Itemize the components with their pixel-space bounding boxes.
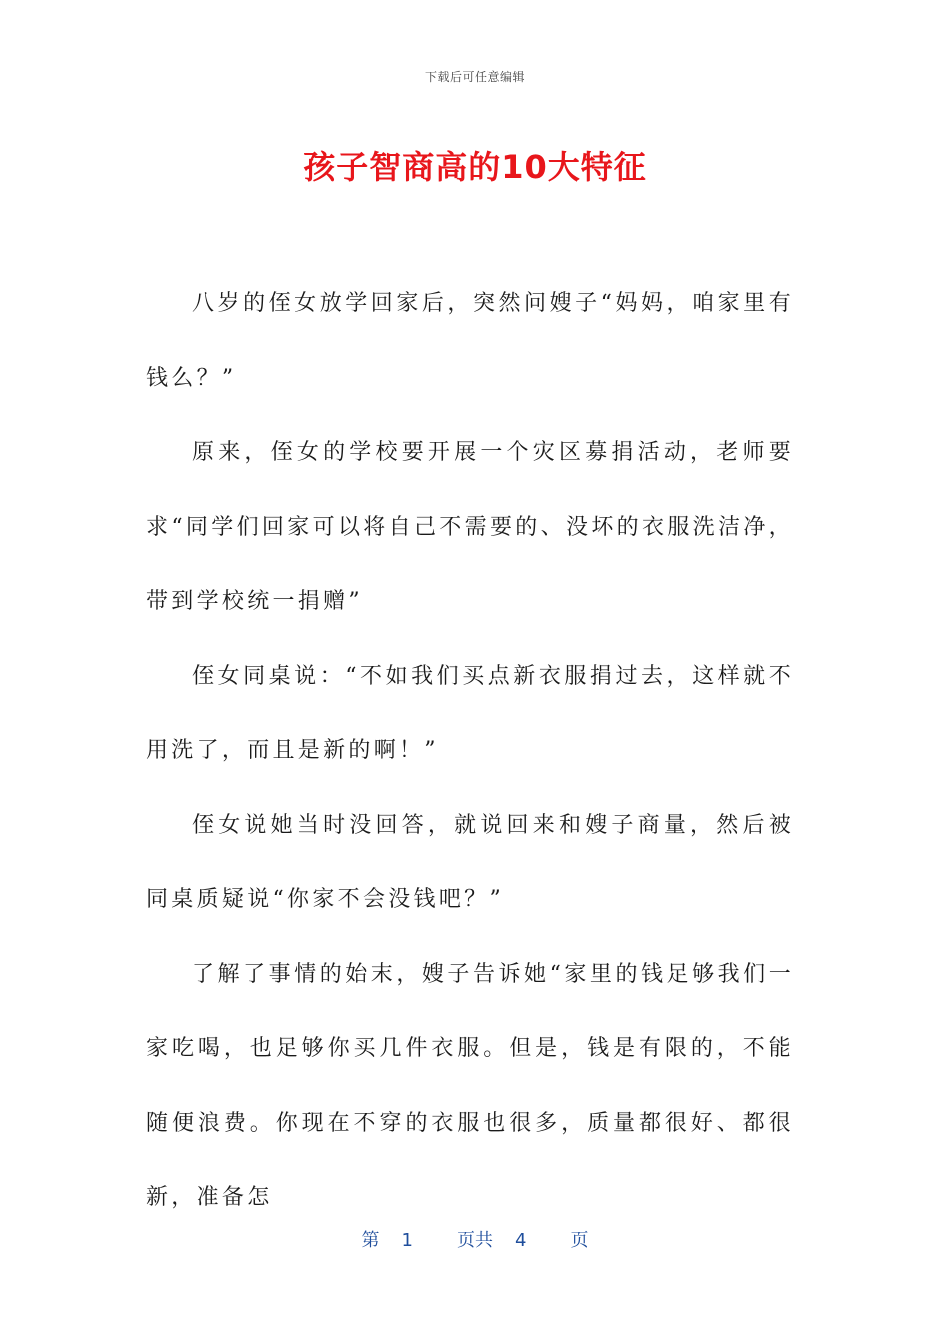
- page-prefix: 第: [361, 1230, 380, 1251]
- page-middle: 页共: [457, 1230, 493, 1251]
- paragraph: 原来，侄女的学校要开展一个灾区募捐活动，老师要求“同学们回家可以将自己不需要的、没坏的衣服洗洁净，带到学校统一捐赠”: [146, 440, 794, 614]
- document-title: 孩子智商高的10大特征: [303, 148, 647, 186]
- current-page-number: 1: [401, 1230, 413, 1251]
- paragraph: 了解了事情的始末，嫂子告诉她“家里的钱足够我们一家吃喝，也足够你买几件衣服。但是，钱是有限的，不能随便浪费。你现在不穿的衣服也很多，质量都很好、都很新，准备怎: [146, 961, 794, 1210]
- header-note: 下载后可任意编辑: [424, 70, 525, 84]
- document-body: [146, 267, 794, 1236]
- page-footer: [0, 1226, 950, 1252]
- paragraph: 侄女说她当时没回答，就说回来和嫂子商量，然后被同桌质疑说“你家不会没钱吧？”: [146, 812, 794, 912]
- total-pages-number: 4: [515, 1230, 527, 1251]
- paragraph: 八岁的侄女放学回家后，突然问嫂子“妈妈，咱家里有钱么？”: [146, 291, 794, 391]
- page-suffix: 页: [570, 1230, 589, 1251]
- paragraph: 侄女同桌说：“不如我们买点新衣服捐过去，这样就不用洗了，而且是新的啊！”: [146, 663, 794, 763]
